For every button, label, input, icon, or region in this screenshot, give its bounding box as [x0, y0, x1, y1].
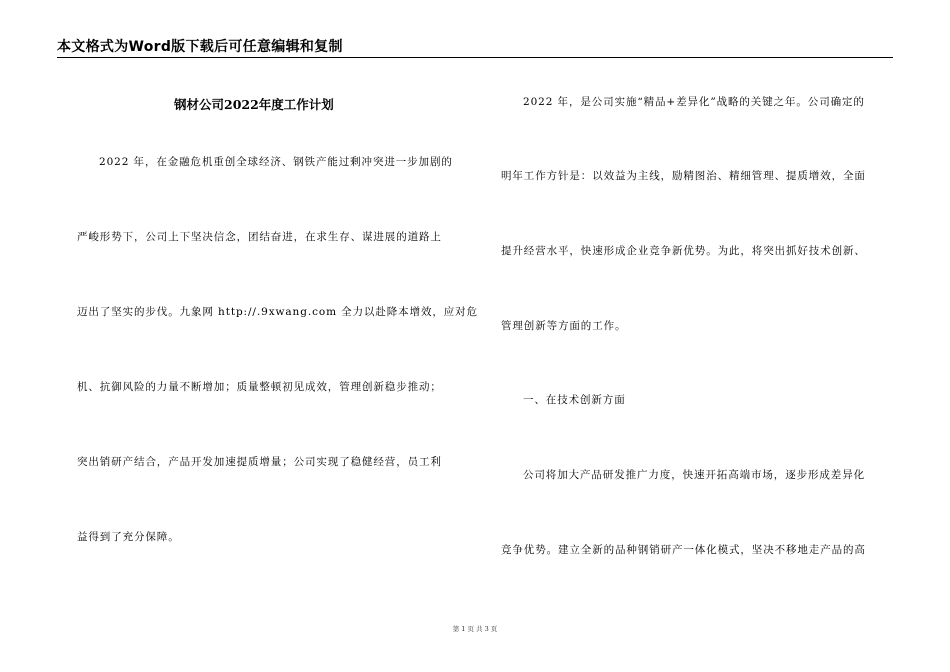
left-paragraph-line: 迈出了坚实的步伐。九象网 http://.9xwang.com 全力以赴降本增效，应对危 [77, 306, 478, 318]
right-paragraph-line: 管理创新等方面的工作。 [501, 320, 627, 332]
section-heading: 一、在技术创新方面 [523, 394, 626, 406]
document-title: 钢材公司2022年度工作计划 [174, 97, 334, 112]
left-paragraph-line: 2022 年，在金融危机重创全球经济、钢铁产能过剩冲突进一步加剧的 [99, 156, 453, 168]
download-banner-text: 本文格式为Word版下载后可任意编辑和复制 [57, 39, 343, 55]
left-paragraph-line: 机、抗御风险的力量不断增加；质量整顿初见成效，管理创新稳步推动； [77, 381, 442, 393]
page-number: 第 1 页 共 3 页 [452, 625, 498, 633]
right-paragraph-line: 竞争优势。建立全新的品种钢销研产一体化模式，坚决不移地走产品的高 [501, 544, 866, 556]
right-paragraph-line: 公司将加大产品研发推广力度，快速开拓高端市场，逐步形成差异化 [523, 469, 865, 481]
left-paragraph-line: 益得到了充分保障。 [77, 531, 180, 543]
header-divider [57, 57, 893, 58]
right-paragraph-line: 明年工作方针是：以效益为主线，励精图治、精细管理、提质增效，全面 [501, 170, 866, 182]
right-paragraph-line: 2022 年，是公司实施“精品+差异化”战略的关键之年。公司确定的 [523, 96, 865, 108]
right-paragraph-line: 提升经营水平，快速形成企业竞争新优势。为此，将突出抓好技术创新、 [501, 245, 866, 257]
left-paragraph-line: 突出销研产结合，产品开发加速提质增量；公司实现了稳健经营，员工利 [77, 456, 442, 468]
left-paragraph-line: 严峻形势下，公司上下坚决信念，团结奋进，在求生存、谋进展的道路上 [77, 231, 442, 243]
